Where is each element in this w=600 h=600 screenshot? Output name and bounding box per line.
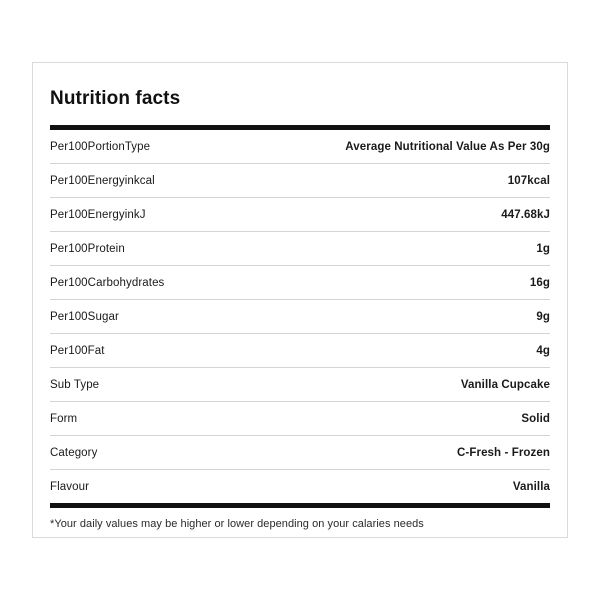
row-label: Flavour — [50, 481, 90, 493]
table-row — [50, 130, 550, 164]
table-row — [50, 402, 550, 436]
row-value: 4g — [300, 334, 550, 368]
table-row — [50, 470, 550, 504]
row-label: Form — [50, 402, 300, 436]
row-value: 447.68kJ — [300, 198, 550, 232]
table-row — [50, 300, 550, 334]
row-value: Solid — [300, 402, 550, 436]
nutrition-facts-inner — [50, 77, 550, 530]
row-value: Average Nutritional Value As Per 30g — [300, 130, 550, 164]
table-row — [50, 198, 550, 232]
row-label: Per100Fat — [50, 334, 300, 368]
row-label: Per100Sugar — [50, 300, 300, 334]
row-label: Per100Carbohydrates — [50, 266, 300, 300]
nutrition-facts-card — [32, 62, 568, 538]
row-value: Vanilla Cupcake — [300, 368, 550, 402]
row-value: 9g — [300, 300, 550, 334]
table-row — [50, 164, 550, 198]
row-value: 16g — [300, 266, 550, 300]
footnote-text: *Your daily values may be higher or lower depending on your calaries needs — [50, 518, 424, 530]
row-label: Per100Protein — [50, 232, 300, 266]
table-row — [50, 334, 550, 368]
page-title: Nutrition facts — [50, 88, 181, 109]
table-row — [50, 232, 550, 266]
row-label: Sub Type — [50, 368, 300, 402]
nutrition-facts-table-body — [50, 130, 550, 503]
nutrition-facts-table — [50, 130, 550, 503]
row-value: Vanilla — [512, 481, 550, 493]
table-row — [50, 368, 550, 402]
table-row — [50, 436, 550, 470]
row-label: Per100PortionType — [50, 130, 300, 164]
row-value: 1g — [300, 232, 550, 266]
table-row — [50, 266, 550, 300]
row-label: Per100EnergyinkJ — [50, 198, 300, 232]
row-label: Category — [50, 436, 300, 470]
row-value: 107kcal — [300, 164, 550, 198]
row-label: Per100Energyinkcal — [50, 164, 300, 198]
row-value: C-Fresh - Frozen — [300, 436, 550, 470]
